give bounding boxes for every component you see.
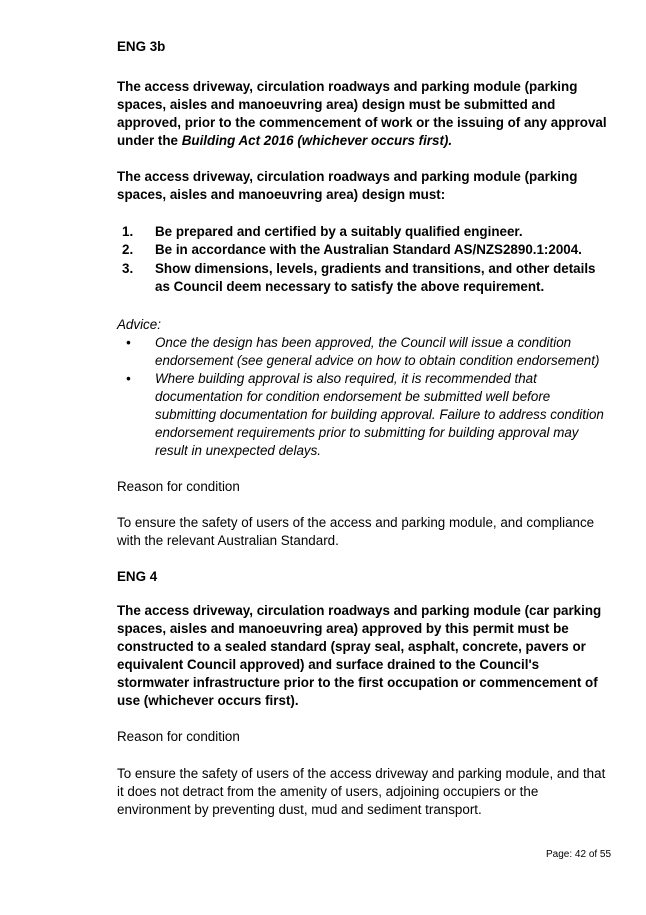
list-item-number: 3. [122, 261, 134, 276]
list-item-text: Be in accordance with the Australian Standard AS/NZS2890.1:2004. [155, 242, 582, 257]
eng3b-reason-label: Reason for condition [117, 479, 240, 494]
bullet-icon: • [126, 335, 131, 350]
advice-item-text: Once the design has been approved, the Council will issue a condition endorsement (see general advice on how to obtain condition endorsement) [155, 335, 600, 368]
bullet-icon: • [126, 371, 131, 386]
page-number: Page: 42 of 55 [546, 849, 612, 860]
list-item-text: Show dimensions, levels, gradients and transitions, and other details as Council deem necessary to satisfy the above requirement. [155, 261, 596, 294]
advice-item-text: Where building approval is also required, it is recommended that documentation for condition endorsement be submitted well before submitting documentation for building approval. Failure to address condition endorsement requirements prior to submitting for building approval may result in unexpected delays. [155, 371, 604, 458]
eng3b-reason-text: To ensure the safety of users of the access and parking module, and compliance with the relevant Australian Standard. [117, 515, 595, 548]
eng4-reason-label: Reason for condition [117, 729, 240, 744]
eng3b-paragraph-1 [117, 78, 607, 150]
eng3b-paragraph-2: The access driveway, circulation roadways and parking module (parking spaces, aisles and manoeuvring area) design must: [117, 169, 578, 202]
eng4-reason-text: To ensure the safety of users of the access driveway and parking module, and that it does not detract from the amenity of users, adjoining occupiers or the environment by preventing dust, mud and sediment transport. [117, 766, 606, 817]
eng3b-heading: ENG 3b [117, 39, 166, 54]
eng3b-paragraph-1-text: The access driveway, circulation roadways and parking module (parking spaces, aisles and manoeuvring area) design must be submitted and approved, prior to the commencement of work or the issuing of any approval under the [117, 79, 607, 148]
eng4-paragraph-1: The access driveway, circulation roadways and parking module (car parking spaces, aisles and manoeuvring area) approved by this permit must be constructed to a sealed standard (spray seal, asphalt, concrete, pavers or equivalent Council approved) and surface drained to the Council's stormwater infrastructure prior to the first occupation or commencement of use (whichever occurs first). [117, 603, 602, 708]
list-item-number: 1. [122, 224, 134, 239]
building-act-reference: Building Act 2016 (whichever occurs first). [181, 133, 453, 148]
list-item-number: 2. [122, 242, 134, 257]
list-item-text: Be prepared and certified by a suitably qualified engineer. [155, 224, 523, 239]
eng4-heading: ENG 4 [117, 569, 158, 584]
advice-label: Advice: [117, 317, 161, 332]
